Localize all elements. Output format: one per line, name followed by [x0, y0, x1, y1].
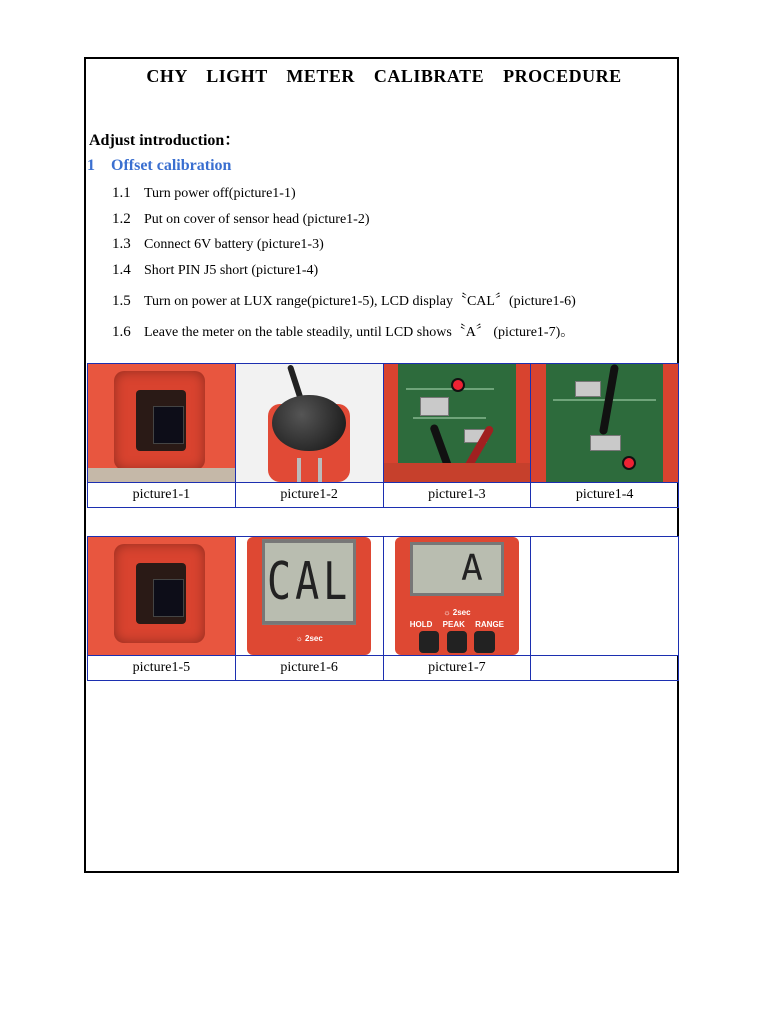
picture-caption: picture1-7 — [383, 656, 531, 681]
battery-connection-photo — [384, 364, 531, 482]
photo-table-row2 — [87, 536, 679, 681]
photo-cell — [88, 537, 236, 656]
step-1-3 — [112, 236, 324, 253]
step-text: Short PIN J5 short (picture1-4) — [144, 263, 319, 278]
photo-cell — [235, 364, 383, 483]
step-1-6 — [112, 321, 574, 341]
photo-cell — [531, 364, 679, 483]
step-1-4 — [112, 262, 318, 279]
pin-short-photo — [531, 364, 678, 482]
picture-caption — [531, 656, 679, 681]
document-title: CHY LIGHT METER CALIBRATE PROCEDURE — [146, 66, 622, 86]
step-text: Put on cover of sensor head (picture1-2) — [144, 212, 370, 227]
photo-cell — [383, 537, 531, 656]
sensor-socket-photo — [88, 364, 235, 482]
picture-caption: picture1-4 — [531, 483, 679, 508]
step-text: Turn power off(picture1-1) — [144, 186, 296, 201]
step-text: Connect 6V battery (picture1-3) — [144, 237, 324, 252]
photo-cell — [383, 364, 531, 483]
lcd-display: A — [410, 542, 504, 596]
empty-photo-cell — [531, 537, 679, 656]
photo-cell — [88, 364, 236, 483]
lcd-display: CAL — [262, 539, 356, 625]
sensor-cover-photo — [236, 364, 383, 482]
step-1-5 — [112, 290, 576, 310]
picture-caption: picture1-2 — [235, 483, 383, 508]
button-labels: HOLD PEAK RANGE — [409, 619, 504, 629]
step-1-2 — [112, 211, 369, 228]
step-text: Turn on power at LUX range(picture1-5), LCD display〝CAL〞(picture1-6) — [144, 294, 576, 309]
section-number: 1 — [87, 157, 95, 174]
photo-cell — [235, 537, 383, 656]
step-text: Leave the meter on the table steadily, until LCD shows〝A〞 (picture1-7)。 — [144, 325, 575, 340]
lux-range-photo — [88, 537, 235, 655]
lcd-a-photo — [384, 537, 531, 655]
step-number: 1.6 — [112, 324, 131, 340]
step-number: 1.1 — [112, 185, 131, 201]
lcd-cal-photo — [236, 537, 383, 655]
intro-heading: Adjust introduction： — [89, 132, 241, 149]
picture-caption: picture1-3 — [383, 483, 531, 508]
sun-label: ☼ 2sec — [443, 607, 471, 617]
step-number: 1.2 — [112, 211, 131, 227]
step-number: 1.4 — [112, 262, 131, 278]
photo-table-row1 — [87, 363, 679, 508]
step-number: 1.5 — [112, 293, 131, 309]
picture-caption: picture1-6 — [235, 656, 383, 681]
picture-caption: picture1-1 — [88, 483, 236, 508]
step-number: 1.3 — [112, 236, 131, 252]
picture-caption: picture1-5 — [88, 656, 236, 681]
sun-label: ☼ 2sec — [295, 633, 323, 643]
step-1-1 — [112, 185, 296, 202]
section-heading — [87, 157, 231, 175]
section-title: Offset calibration — [111, 157, 232, 174]
